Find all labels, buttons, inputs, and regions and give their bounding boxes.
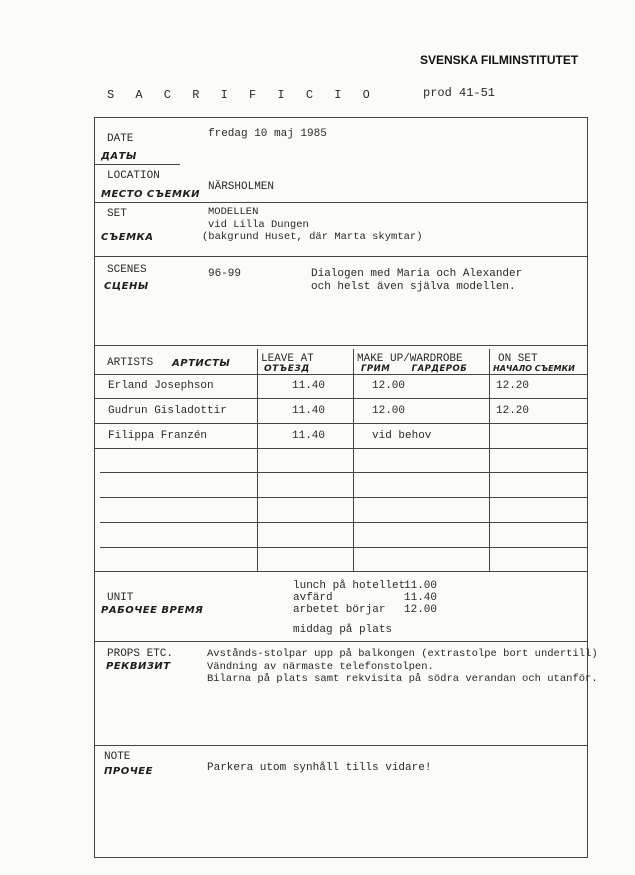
artists-header-divider xyxy=(94,374,588,375)
unit-line-label: middag på plats xyxy=(293,624,393,636)
table-row-divider xyxy=(94,398,588,399)
organization-name: SVENSKA FILMINSTITUTET xyxy=(420,53,579,67)
scenes-label-ru: СЦЕНЫ xyxy=(104,281,149,292)
unit-line-label: arbetet börjar xyxy=(293,604,386,616)
artist-makeup-time: 12.00 xyxy=(372,380,406,392)
scenes-line-1: Dialogen med Maria och Alexander xyxy=(311,268,523,280)
unit-line-label: lunch på hotellet xyxy=(293,580,406,592)
note-label-ru: ПРОЧЕЕ xyxy=(104,766,153,777)
table-column-divider xyxy=(489,349,490,571)
artist-makeup-time: 12.00 xyxy=(372,405,406,417)
props-line-2: Vändning av närmaste telefonstolpen. xyxy=(207,661,434,673)
makeup-header: MAKE UP/WARDROBE xyxy=(357,353,463,365)
location-value: NÄRSHOLMEN xyxy=(208,181,275,193)
artist-name: Gudrun Gisladottir xyxy=(108,405,227,417)
on-set-header: ON SET xyxy=(498,353,538,365)
unit-label: UNIT xyxy=(107,592,134,604)
artists-header-ru: АРТИСТЫ xyxy=(172,358,231,369)
table-column-divider xyxy=(257,349,258,571)
artist-name: Filippa Franzén xyxy=(108,430,208,442)
set-label: SET xyxy=(107,208,127,220)
set-line-1: MODELLEN xyxy=(208,206,259,218)
unit-line-time: 11.40 xyxy=(404,592,438,604)
props-divider xyxy=(94,745,588,746)
table-row-divider xyxy=(94,423,588,424)
set-line-3: (bakgrund Huset, där Marta skymtar) xyxy=(202,231,423,243)
date-label-ru: ДАТЫ xyxy=(101,151,137,162)
location-divider xyxy=(94,202,588,203)
leave-at-header: LEAVE AT xyxy=(261,353,314,365)
form-border-bottom xyxy=(94,857,588,858)
makeup-header-ru: ГРИМ ГАРДЕРОБ xyxy=(361,364,468,374)
artist-leave-time: 11.40 xyxy=(292,380,326,392)
unit-line-time: 12.00 xyxy=(404,604,438,616)
note-value: Parkera utom synhåll tills vidare! xyxy=(207,762,432,774)
date-label: DATE xyxy=(107,133,134,145)
table-row-divider xyxy=(100,547,588,548)
table-column-divider xyxy=(353,349,354,571)
props-line-3: Bilarna på plats samt rekvisita på södra verandan och utanför. xyxy=(207,673,598,685)
form-border-top xyxy=(94,117,588,118)
unit-line-label: avfärd xyxy=(293,592,333,604)
table-row-divider xyxy=(100,522,588,523)
set-label-ru: СЪЕМКА xyxy=(101,232,154,243)
artist-leave-time: 11.40 xyxy=(292,430,326,442)
unit-line-time: 11.00 xyxy=(404,580,438,592)
leave-at-header-ru: ОТЪЕЗД xyxy=(264,364,310,374)
table-row-divider xyxy=(94,448,588,449)
props-line-1: Avstånds-stolpar upp på balkongen (extrastolpe bort undertill) xyxy=(207,648,598,660)
artist-name: Erland Josephson xyxy=(108,380,214,392)
form-border-left xyxy=(94,117,95,857)
location-label-ru: МЕСТО СЪЕМКИ xyxy=(101,189,200,200)
date-value: fredag 10 maj 1985 xyxy=(208,128,327,140)
date-divider xyxy=(94,164,180,165)
table-row-divider xyxy=(100,472,588,473)
film-title: S A C R I F I C I O xyxy=(107,88,377,102)
table-bottom-divider xyxy=(94,571,588,572)
scenes-line-2: och helst även själva modellen. xyxy=(311,281,516,293)
table-row-divider xyxy=(100,497,588,498)
scenes-numbers: 96-99 xyxy=(208,268,242,280)
set-line-2: vid Lilla Dungen xyxy=(208,219,309,231)
props-label: PROPS ETC. xyxy=(107,648,174,660)
on-set-header-ru: НАЧАЛО СЪЕМКИ xyxy=(493,364,575,373)
scenes-divider xyxy=(94,345,588,346)
production-number: prod 41-51 xyxy=(423,86,496,100)
form-border-right xyxy=(587,117,588,857)
scenes-label: SCENES xyxy=(107,264,147,276)
unit-label-ru: РАБОЧЕЕ ВРЕМЯ xyxy=(101,605,204,616)
props-label-ru: РЕКВИЗИТ xyxy=(106,661,171,672)
artist-on-set-time: 12.20 xyxy=(496,405,530,417)
artist-makeup-time: vid behov xyxy=(372,430,432,442)
artists-header: ARTISTS xyxy=(107,357,154,369)
artist-leave-time: 11.40 xyxy=(292,405,326,417)
artist-on-set-time: 12.20 xyxy=(496,380,530,392)
set-divider xyxy=(94,256,588,257)
note-label: NOTE xyxy=(104,751,131,763)
unit-divider xyxy=(94,641,588,642)
location-label: LOCATION xyxy=(107,170,160,182)
